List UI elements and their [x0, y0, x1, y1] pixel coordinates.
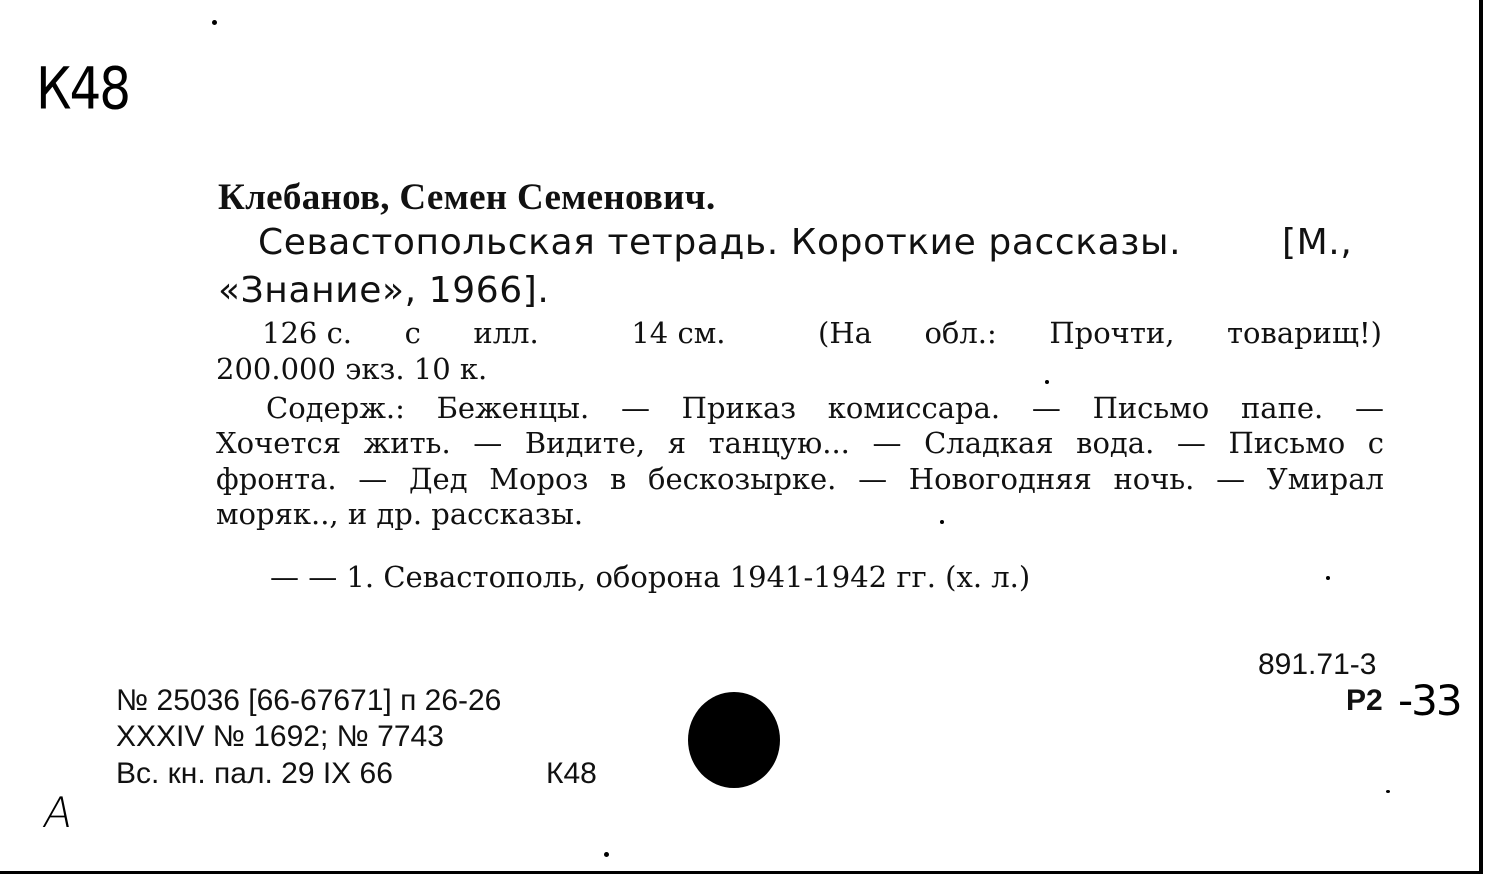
- contents-word: Приказ: [681, 391, 797, 425]
- speck: [940, 520, 944, 524]
- contents-word: Видите,: [524, 426, 646, 460]
- subject-entry: — — 1. Севастополь, оборона 1941-1942 гг. (х. л.): [270, 560, 1031, 594]
- collation-word: 126 с.: [262, 316, 353, 350]
- contents-word: Дед: [408, 462, 468, 496]
- handwritten-mark: -33: [1398, 676, 1461, 725]
- contents-word: —: [858, 462, 888, 496]
- collation-line-2: 200.000 экз. 10 к.: [216, 352, 488, 386]
- collation-word: Прочти,: [1049, 316, 1175, 350]
- contents-word: Беженцы.: [436, 391, 590, 425]
- title-line-1: Севастопольская тетрадь. Короткие рассказы.: [258, 222, 1182, 263]
- collation-word: товарищ!): [1226, 316, 1382, 350]
- contents-word: —: [620, 391, 650, 425]
- contents-line-3: [216, 462, 1384, 496]
- contents-line-4: моряк.., и др. рассказы.: [216, 497, 584, 531]
- contents-word: Умирал: [1266, 462, 1384, 496]
- order-line-3-mark: К48: [546, 757, 597, 790]
- punch-hole: [688, 692, 780, 788]
- contents-line-2: [216, 426, 1384, 460]
- contents-word: с: [1367, 426, 1384, 460]
- contents-line-1: [266, 391, 1384, 425]
- author-heading: Клебанов, Семен Семенович.: [218, 177, 716, 218]
- contents-word: —: [1176, 426, 1206, 460]
- contents-word: Сладкая: [924, 426, 1054, 460]
- contents-word: Письмо: [1092, 391, 1210, 425]
- title-line-1-place: [М.,: [1282, 222, 1353, 263]
- order-line-2: XXXIV № 1692; № 7743: [116, 720, 444, 753]
- contents-word: ночь.: [1113, 462, 1195, 496]
- contents-word: вода.: [1076, 426, 1155, 460]
- handwritten-corner-mark: А: [39, 788, 78, 837]
- handwritten-call-number: К48: [36, 55, 130, 123]
- contents-word: —: [473, 426, 503, 460]
- contents-word: папе.: [1240, 391, 1324, 425]
- collation-word: обл.:: [924, 316, 997, 350]
- contents-word: танцую...: [708, 426, 850, 460]
- title-line-2: «Знание», 1966].: [218, 270, 550, 311]
- contents-word: комиссара.: [827, 391, 1001, 425]
- contents-word: —: [1355, 391, 1384, 425]
- speck: [604, 852, 609, 857]
- contents-word: фронта.: [216, 462, 337, 496]
- contents-word: Содерж.:: [266, 391, 405, 425]
- contents-word: я: [667, 426, 687, 460]
- collation-word: илл.: [473, 316, 539, 350]
- speck: [1386, 790, 1390, 793]
- speck: [1045, 380, 1049, 384]
- contents-word: —: [1216, 462, 1246, 496]
- contents-word: —: [1031, 391, 1061, 425]
- contents-word: Письмо: [1228, 426, 1346, 460]
- speck: [212, 20, 217, 25]
- contents-word: Новогодняя: [908, 462, 1092, 496]
- contents-word: жить.: [363, 426, 451, 460]
- contents-word: —: [872, 426, 902, 460]
- author-mark: Р2: [1346, 684, 1383, 717]
- speck: [1326, 576, 1330, 580]
- collation-word: 14 см.: [631, 316, 726, 350]
- classification-number: 891.71-3: [1258, 648, 1377, 681]
- contents-word: бескозырке.: [647, 462, 837, 496]
- collation-word: (На: [818, 316, 872, 350]
- contents-word: Мороз: [489, 462, 589, 496]
- order-line-1: № 25036 [66-67671] п 26-26: [116, 684, 502, 717]
- collation-line-1: [262, 316, 1382, 350]
- collation-word: с: [404, 316, 421, 350]
- contents-word: —: [358, 462, 388, 496]
- order-line-3: Вс. кн. пал. 29 IX 66: [116, 757, 393, 790]
- contents-word: Хочется: [216, 426, 342, 460]
- contents-word: в: [609, 462, 627, 496]
